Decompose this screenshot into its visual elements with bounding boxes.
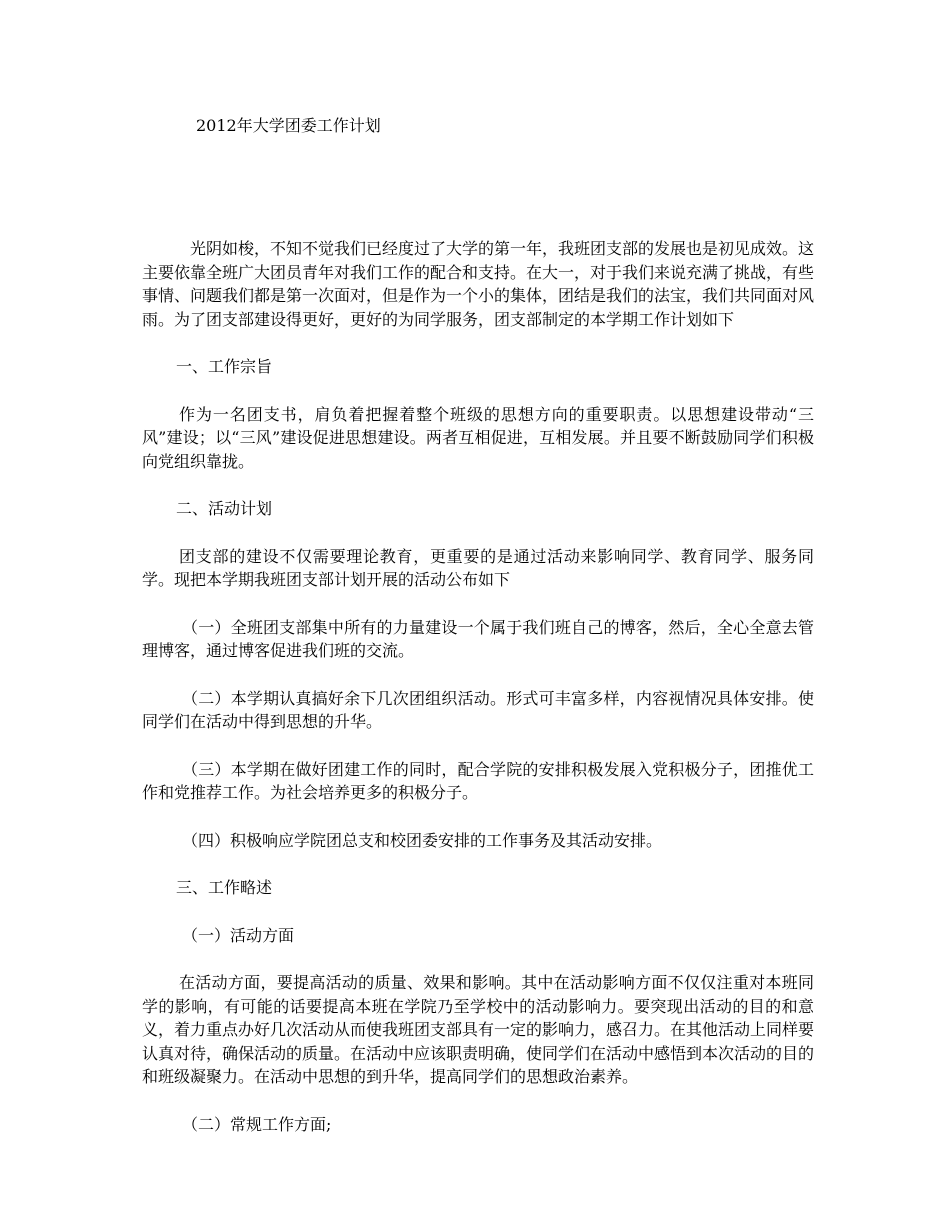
paragraph-activities: 在活动方面，要提高活动的质量、效果和影响。其中在活动影响方面不仅仅注重对本班同学的影响，有可能的话要提高本班在学院乃至学校中的活动影响力。要突现出活动的目的和意义，着力重点办好几次活动从而使我班团支部具有一定的影响力，感召力。在其他活动上同样要认真对待，确保活动的质量。在活动中应该职责明确，使同学们在活动中感悟到本次活动的目的和班级凝聚力。在活动中思想的到升华，提高同学们的思想政治素养。: [142, 973, 815, 1086]
list-item-party-development: （三）本学期在做好团建工作的同时，配合学院的安排积极发展入党积极分子，团推优工作和党推荐工作。为社会培养更多的积极分子。: [142, 759, 814, 802]
paragraph-activity-plan: 团支部的建设不仅需要理论教育，更重要的是通过活动来影响同学、教育同学、服务同学。现把本学期我班团支部计划开展的活动公布如下: [142, 546, 814, 589]
document-title: 2012年大学团委工作计划: [196, 116, 381, 135]
document-body: [142, 237, 814, 1160]
subheading-activities: （一）活动方面: [182, 925, 295, 945]
list-item-organization-activities: （二）本学期认真搞好余下几次团组织活动。形式可丰富多样，内容视情况具体安排。使同学们在活动中得到思想的升华。: [142, 688, 814, 731]
list-item-respond-arrangements: （四）积极响应学院团总支和校团委安排的工作事务及其活动安排。: [182, 830, 663, 850]
paragraph-intro: 光阴如梭，不知不觉我们已经度过了大学的第一年，我班团支部的发展也是初见成效。这主要依靠全班广大团员青年对我们工作的配合和支持。在大一，对于我们来说充满了挑战，有些事情、问题我们都是第一次面对，但是作为一个小的集体，团结是我们的法宝，我们共同面对风雨。为了团支部建设得更好，更好的为同学服务，团支部制定的本学期工作计划如下: [142, 239, 815, 329]
list-item-blog: （一）全班团支部集中所有的力量建设一个属于我们班自己的博客，然后，全心全意去管理博客，通过博客促进我们班的交流。: [142, 617, 814, 660]
paragraph-purpose: 作为一名团支书，肩负着把握着整个班级的思想方向的重要职责。以思想建设带动“三风”建设；以“三风”建设促进思想建设。两者互相促进，互相发展。并且要不断鼓励同学们积极向党组织靠拢。: [142, 404, 814, 471]
section-heading-purpose: 一、工作宗旨: [176, 357, 273, 376]
subheading-routine-work: （二）常规工作方面;: [182, 1114, 332, 1134]
section-heading-activity-plan: 二、活动计划: [176, 499, 273, 518]
section-heading-work-summary: 三、工作略述: [176, 878, 273, 897]
